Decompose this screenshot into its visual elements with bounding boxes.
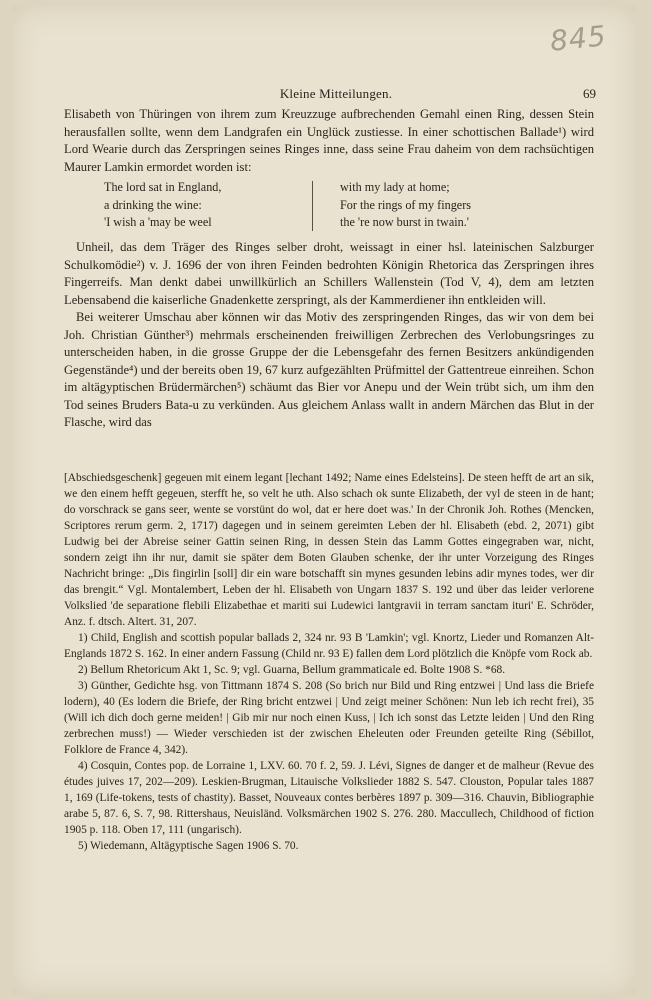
ballad-line: a drinking the wine: [104, 197, 202, 212]
footnote-1: 1) Child, English and scottish popular ballads 2, 324 nr. 93 B 'Lamkin'; vgl. Knortz, Lieder und Romanzen Alt-Englands 1872 S. 162. In einer andern Fassung (Child nr. 93 E) fallen dem Lord plötzlich die Knöpfe vom Rock ab. [64, 632, 594, 660]
footnotes [64, 470, 594, 854]
footnote-4: 4) Cosquin, Contes pop. de Lorraine 1, LXV. 60. 70 f. 2, 59. J. Lévi, Signes de danger et de malheur (Revue des études juives 17, 202—209). Leskien-Brugman, Litauische Volkslieder 1882 S. 547. Clouston, Popular tales 1887 1, 169 (Life-tokens, tests of chastity). Basset, Nouveaux contes berbères 1897 p. 309—316. Chauvin, Bibliographie arabe 5, 87. 6, S. 7, 98. Rittershaus, Neuisländ. Volksmärchen 1902 S. 276. 280. Maccullech, Childhood of fiction 1905 p. 118. Oben 17, 111 (ungarisch). [64, 760, 594, 836]
ballad-line: with my lady at home; [340, 180, 450, 194]
footnote-5: 5) Wiedemann, Altägyptische Sagen 1906 S. 70. [78, 840, 299, 852]
ballad-divider [312, 181, 313, 231]
handwritten-shelfmark: 845 [547, 19, 608, 58]
ballad-line: the 're now burst in twain.' [340, 215, 469, 229]
footnote-2: 2) Bellum Rhetoricum Akt 1, Sc. 9; vgl. Guarna, Bellum grammaticale ed. Bolte 1908 S. *68. [78, 664, 506, 676]
paragraph-1: Elisabeth von Thüringen von ihrem zum Kreuzzuge aufbrechenden Gemahl einen Ring, dessen Stein herausfallen sollte, wenn dem Landgrafen ein Unglück zustiesse. In einer schottischen Ballade¹) wird Lord Wearie durch das Zerspringen seines Ringes inne, dass seine Frau daheim von dem rachsüchtigen Maurer Lamkin ermordet worden ist: [64, 107, 594, 174]
ballad-line: For the rings of my fingers [340, 197, 471, 212]
footnote-3: 3) Günther, Gedichte hsg. von Tittmann 1874 S. 208 (So brich nur Bild und Ring entzwei | Und lass die Briefe lodern), 40 (Es lodern die Briefe, der Ring bricht entzwei | Und zeigt meiner Schönen: Nun leb ich recht frei), 35 (Will ich dich doch gerne meiden! | Gib mir nur noch einen Kuss, | Ich ich sonst das Letzte leiden | Und den Ring zerbrechen muss!) — Wieder verschieden ist der zwischen Eheleuten oder Freunden geteilte Ring (Sébillot, Folklore de France 4, 342). [64, 680, 594, 756]
ballad-left-column [104, 179, 221, 232]
main-text [64, 106, 594, 432]
paragraph-2: Unheil, das dem Träger des Ringes selber droht, weissagt in einer hsl. lateinischen Salzburger Schulkomödie²) v. J. 1696 der von ihren Feinden bedrohten Königin Rhetorica das Zerspringen ihres Fingerreifs. Man denkt dabei unwillkürlich an Schillers Wallenstein (Tod V, 4), dem am letzten Lebensabend die kaiserliche Gnadenkette zerspringt, als der Kammerdiener ihn entkleiden will. [64, 240, 594, 307]
page-header [76, 86, 596, 102]
ballad-right-column [340, 179, 471, 232]
ballad-line: 'I wish a 'may be weel [104, 215, 212, 229]
ballad-quotation [64, 179, 594, 235]
footnote-continuation: [Abschiedsgeschenk] gegeuen mit einem legant [lechant 1492; Name eines Edelsteins]. De steen hefft de art an sik, we den einem hefft gegeuen, sterfft he, so velt he uth. Also schach ok sunte Elizabeth, der vyl de steen in de hant; do vorschrack se gans seer, wente se vorstünt do wol, dat er here doet was.' In der Chronik Joh. Rothes (Mencken, Scriptores rerum germ. 2, 1717) dagegen und in seinem gereimten Leben der hl. Elisabeth (ebd. 2, 2071) gibt Ludwig bei der Abreise seiner Gattin seinen Ring, in dessen Stein das Lamm Gottes eingegraben war, nicht, sondern zeigt ihn ihr nur, damit sie später dem Boten Glauben schenke, der ihr unter Vorzeigung des Ringes Nachricht bringe: „Dis fingirlin [soll] dir ein ware botschafft sin mynes gesunden lebins adir mynes todes, wer dir das brengit.“ Vgl. Montalembert, Leben der hl. Elisabeth von Ungarn 1837 S. 192 und über das leider verlorene Volkslied 'de separatione flebili Elizabethae et mariti sui Ludewici lantgravii in terram sanctam ituri' E. Schröder, Anz. f. dtsch. Altert. 31, 207. [64, 472, 594, 628]
ballad-line: The lord sat in England, [104, 180, 222, 194]
running-title: Kleine Mitteilungen. [279, 86, 393, 101]
page-number: 69 [583, 86, 596, 101]
paragraph-3: Bei weiterer Umschau aber können wir das Motiv des zerspringenden Ringes, das wir von dem bei Joh. Christian Günther³) mehrmals erscheinenden freiwilligen Zerbrechen des Verlobungsringes zu unterscheiden haben, in die grosse Gruppe der die Lebensgefahr des fernen Besitzers ankündigenden Gegenstände⁴) und der bereits oben 19, 67 kurz aufgezählten Prüfmittel der Gattentreue einreihen. Schon im altägyptischen Brüdermärchen⁵) schäumt das Bier vor Anepu und der Wein trübt sich, um ihm den Tod seines Bruders Bata-u zu verkünden. Aus gleichem Anlass wallt in andern Märchen das Blut in der Flasche, wird das [64, 310, 594, 429]
